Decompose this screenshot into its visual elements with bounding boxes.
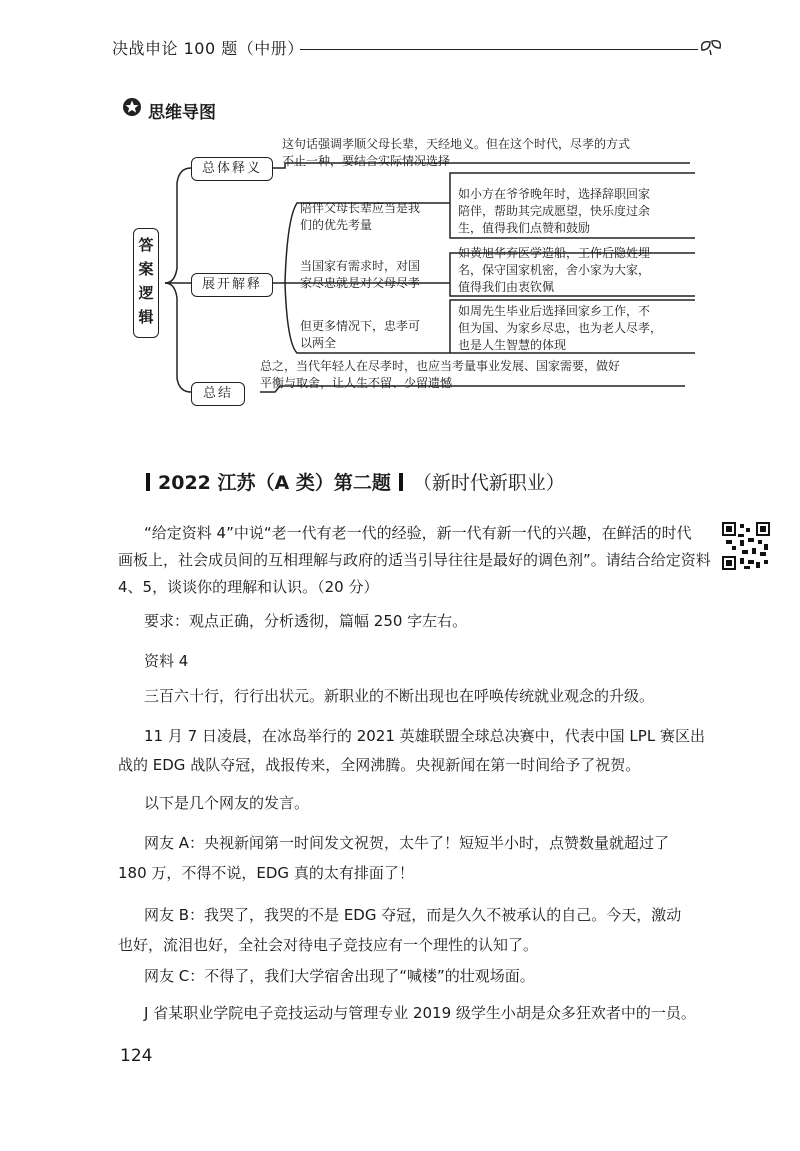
qr-code[interactable] [722,522,770,570]
requirement: 要求：观点正确，分析透彻，篇幅 250 字左右。 [144,612,468,630]
material-paragraph: 11 月 7 日凌晨，在冰岛举行的 2021 英雄联盟全球总决赛中，代表中国 LPL 赛区出 战的 EDG 战队夺冠，战报传来，全网沸腾。央视新闻在第一时间给予了祝贺。 [118,727,705,774]
material-paragraph: 网友 C：不得了，我们大学宿舍出现了“喊楼”的壮观场面。 [144,967,535,985]
branch-expand: 展开解释 [191,273,273,297]
question-line: “给定资料 4”中说“老一代有老一代的经验，新一代有新一代的兴趣，在鲜活的时代 [144,524,692,542]
section-heading [146,468,565,495]
expand-example-2: 如黄旭华弃医学造船，工作后隐姓埋 名，保守国家机密，舍小家为大家， 值得我们由衷钦佩 [458,246,651,294]
section-subtitle: （新时代新职业） [412,472,565,494]
question-block [118,520,718,601]
heading-bar-left [146,473,150,491]
section-title: 2022 江苏（A 类）第二题 [158,472,391,494]
material-paragraph: 三百六十行，行行出状元。新职业的不断出现也在呼唤传统就业观念的升级。 [144,687,655,705]
star-badge-icon [122,97,142,117]
expand-example-1: 如小方在爷爷晚年时，选择辞职回家 陪伴，帮助其完成愿望，快乐度过余 生，值得我们点赞和鼓励 [458,187,651,235]
running-header: 决战申论 100 题（中册） [112,39,304,58]
mindmap-title: 思维导图 [148,103,216,123]
expand-point-1: 陪伴父母长辈应当是我 们的优先考量 [300,201,421,232]
material-paragraph: J 省某职业学院电子竞技运动与管理专业 2019 级学生小胡是众多狂欢者中的一员。 [144,1004,696,1022]
summary-text: 总之，当代年轻人在尽孝时，也应当考量事业发展、国家需要，做好 平衡与取舍，让人生不留、少留遗憾 [260,359,621,390]
material-paragraph: 以下是几个网友的发言。 [144,794,310,812]
sprout-icon [698,36,724,56]
question-line: 画板上，社会成员间的互相理解与政府的适当引导往往是最好的调色剂”。请结合给定资料 [118,551,711,569]
question-line: 4、5，谈谈你的理解和认识。（20 分） [118,578,379,596]
page-number: 124 [120,1046,153,1066]
branch-overall: 总体释义 [191,157,273,181]
expand-example-3: 如周先生毕业后选择回家乡工作，不 但为国、为家乡尽忠，也为老人尽孝， 也是人生智慧的体现 [458,304,663,352]
overall-text: 这句话强调孝顺父母长辈，天经地义。但在这个时代，尽孝的方式 不止一种，要结合实际情况选择 [282,137,631,168]
heading-bar-right [399,473,403,491]
material-paragraph: 网友 A：央视新闻第一时间发文祝贺，太牛了！短短半小时，点赞数量就超过了 180 万，不得不说，EDG 真的太有排面了！ [118,834,670,882]
material-paragraph: 网友 B：我哭了，我哭的不是 EDG 夺冠，而是久久不被承认的自己。今天，激动 也好，流泪也好，全社会对待电子竞技应有一个理性的认知了。 [118,906,682,954]
expand-point-2: 当国家有需求时，对国 家尽忠就是对父母尽孝 [300,259,421,290]
mindmap-root: 答案逻辑 [133,228,159,338]
header-rule [300,49,698,50]
expand-point-3: 但更多情况下，忠孝可 以两全 [300,319,421,350]
branch-summary: 总结 [191,382,245,406]
material-heading: 资料 4 [144,652,189,670]
